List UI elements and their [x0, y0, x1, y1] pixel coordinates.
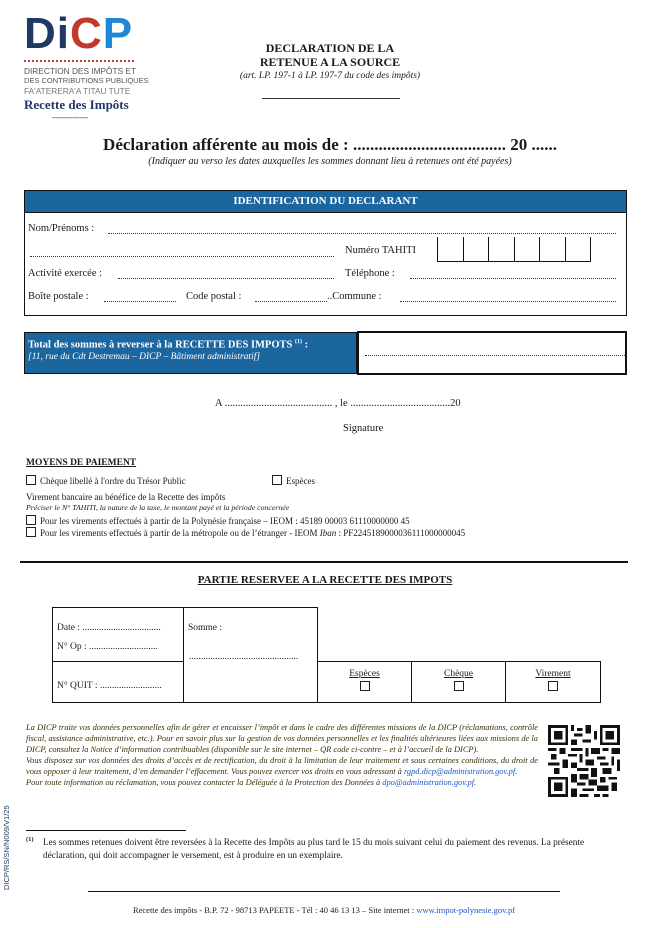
- footnote-ref: (1): [294, 339, 302, 345]
- title-line2: RETENUE A LA SOURCE: [259, 55, 401, 69]
- org-line3: FA'ATERERA'A TITAU TUTE: [24, 86, 131, 96]
- dicp-logo: DiCP: [24, 9, 134, 58]
- dpo-email-link[interactable]: dpo@administration.gov.pf: [382, 778, 475, 787]
- activity-field[interactable]: [118, 278, 334, 279]
- rgpd-email-link[interactable]: rgpd.dicp@administration.gov.pf: [403, 767, 516, 776]
- postal-code-label: Code postal :: [186, 291, 242, 302]
- footnote-text: Les sommes retenues doivent être reversées à la Recette des Impôts au plus tard le 15 du mois suivant celui du paiement des revenus. La présente déclaration, qui doit accompagner le versement, est à produire en un exemplaire.: [43, 838, 585, 861]
- reserved-transfer-checkbox[interactable]: [548, 681, 558, 691]
- service-name: Recette des Impôts: [24, 97, 129, 112]
- transfer-hint: Préciser le N° TAHITI, la nature de la taxe, le montant payé et la période concernée: [26, 503, 290, 512]
- date-op-cell: [52, 607, 184, 662]
- reserved-cheque-label: Chèque: [443, 669, 474, 679]
- month-hint: (Indiquer au verso les dates auxquelles les sommes donnant lieu à retenues ont été payées): [148, 156, 512, 167]
- reserved-cash-cell[interactable]: [317, 661, 412, 703]
- privacy-paragraph-3: Pour toute information ou réclamation, vous pouvez contacter la Déléguée à la Protection des Données à: [26, 778, 383, 787]
- postal-code-field[interactable]: [255, 301, 327, 302]
- date-field[interactable]: Date : .................................: [57, 623, 161, 633]
- quit-cell: [52, 661, 184, 703]
- total-label-box: [24, 332, 357, 374]
- footer: [88, 905, 560, 915]
- cheque-label: Chèque libellé à l'ordre du Trésor Public: [40, 476, 186, 486]
- reserved-transfer-label: Virement: [535, 669, 571, 679]
- name-label: Nom/Prénoms :: [28, 223, 95, 234]
- qr-code-icon[interactable]: [548, 722, 620, 800]
- total-amount-field[interactable]: [357, 331, 627, 375]
- footnote-mark: (1): [26, 836, 34, 843]
- phone-field[interactable]: [410, 278, 616, 279]
- reserved-cheque-cell[interactable]: [411, 661, 506, 703]
- name-field[interactable]: [108, 233, 616, 234]
- transfer-abroad-label: Pour les virements effectués à partir de la métropole ou de l’étranger - IEOM: [40, 528, 320, 538]
- commune-field[interactable]: [400, 301, 616, 302]
- privacy-paragraph-2: Vous disposez sur vos données des droits d’accès et de rectification, du droit à la limitation de leur traitement et sous certaines conditions, du droit de vous opposer à leur traitement, d’en demander l’effacement. Vous pouvez exercer vos droits en vous adressant à: [26, 756, 538, 776]
- title-underline: [262, 98, 400, 99]
- identification-header: IDENTIFICATION DU DECLARANT: [25, 191, 626, 213]
- section-divider: [20, 561, 628, 563]
- amount-cell: [183, 607, 318, 703]
- po-box-field[interactable]: [104, 301, 176, 302]
- transfer-pf-label: Pour les virements effectués à partir de la Polynésie française – IEOM : 45189 00003 61110000000 45: [40, 516, 410, 526]
- total-colon: :: [301, 339, 309, 351]
- reserved-cheque-checkbox[interactable]: [454, 681, 464, 691]
- phone-label: Téléphone :: [345, 268, 395, 279]
- payment-cheque-option[interactable]: [26, 475, 186, 486]
- po-box-label: Boîte postale :: [28, 291, 89, 302]
- transfer-abroad-checkbox[interactable]: [26, 527, 36, 537]
- reserved-cash-label: Espèces: [349, 669, 380, 679]
- privacy-notice: La DICP traite vos données personnelles afin de gérer et encaisser l’impôt et dans le cadre des différentes missions de la DICP (réclamations, contrôle fiscal, assistance administrative, etc.). Pour en savoir plus sur la gestion de vos données personnelles et les finalités ultérieures liées aux missions de la DICP, consultez la Notice d’information contribuables (disponible sur le site internet – QR code ci-contre – et à l’accueil de la DICP). Vous disposez sur vos données des droits d’accès et de rectification, du droit à la limitation de leur traitement et sous certaines conditions, du droit de vous opposer à leur traitement, d’en demander l’effacement. Vous pouvez exercer vos droits en vous adressant à rgpd.dicp@administration.gov.pf. Pour toute information ou réclamation, vous pouvez contacter la Déléguée à la Protection des Données à dpo@administration.gov.pf.: [26, 723, 538, 787]
- activity-label: Activité exercée :: [28, 268, 103, 279]
- transfer-abroad-option[interactable]: [26, 527, 465, 538]
- org-line2: DES CONTRIBUTIONS PUBLIQUES: [24, 76, 149, 85]
- logo-divider: [24, 60, 134, 62]
- footnote-divider: [26, 830, 186, 831]
- place-date-line[interactable]: A ......................................... , le ......................................20: [215, 398, 461, 409]
- tahiti-number-field[interactable]: [437, 237, 591, 262]
- reserved-cash-checkbox[interactable]: [360, 681, 370, 691]
- footer-text: Recette des impôts - B.P. 72 - 98713 PAPEETE - Tél : 40 46 13 13 – Site internet :: [132, 905, 417, 915]
- tahiti-number-label: Numéro TAHITI: [345, 245, 416, 256]
- iban-label: Iban: [319, 528, 337, 538]
- name-field-continued[interactable]: [30, 256, 334, 257]
- total-label: Total des sommes à reverser à la RECETTE DES IMPOTS: [28, 339, 293, 351]
- amount-field[interactable]: ..............................................: [189, 652, 299, 662]
- website-link[interactable]: www.impot-polynesie.gov.pf: [416, 905, 516, 915]
- payment-title: MOYENS DE PAIEMENT: [26, 458, 137, 468]
- commune-label: ..Commune :: [327, 291, 382, 302]
- quit-number-field[interactable]: N° QUIT : ..........................: [57, 681, 162, 691]
- legal-reference: (art. LP. 197-1 à LP. 197-7 du code des impôts): [239, 71, 421, 81]
- service-dashes: ------------: [52, 112, 88, 122]
- privacy-paragraph-1: La DICP traite vos données personnelles afin de gérer et encaisser l’impôt et dans le cadre des différentes missions de la DICP (réclamations, contrôle fiscal, assistance administrative, etc.). Pour en savoir plus sur la gestion de vos données personnelles et les finalités ultérieures liées aux missions de la DICP, consultez la Notice d’information contribuables (disponible sur le site internet – QR code ci-contre – et à l’accueil de la DICP).: [26, 723, 538, 754]
- transfer-pf-checkbox[interactable]: [26, 515, 36, 525]
- org-line1: DIRECTION DES IMPÔTS ET: [24, 66, 137, 76]
- title-line1: DECLARATION DE LA: [265, 41, 395, 55]
- total-address: [11, rue du Cdt Destremau – DICP – Bâtiment administratif]: [28, 351, 261, 362]
- form-code: DICP/RS/SN/N009/V1/25: [2, 805, 11, 890]
- month-declaration-line: Déclaration afférente au mois de : .................................... 20 ......: [103, 135, 557, 154]
- reserved-title: PARTIE RESERVEE A LA RECETTE DES IMPOTS: [197, 574, 453, 586]
- op-number-field[interactable]: N° Op : .............................: [57, 642, 158, 652]
- footer-divider: [88, 891, 560, 892]
- cash-label: Espèces: [286, 476, 315, 486]
- transfer-pf-option[interactable]: [26, 515, 410, 526]
- cash-checkbox[interactable]: [272, 475, 282, 485]
- transfer-label: Virement bancaire au bénéfice de la Recette des impôts: [26, 492, 226, 502]
- reserved-transfer-cell[interactable]: [505, 661, 601, 703]
- signature-label: Signature: [343, 423, 384, 434]
- cheque-checkbox[interactable]: [26, 475, 36, 485]
- payment-cash-option[interactable]: [272, 475, 315, 486]
- amount-label: Somme :: [188, 623, 223, 633]
- iban-value: : PF2245189000036111000000045: [336, 528, 466, 538]
